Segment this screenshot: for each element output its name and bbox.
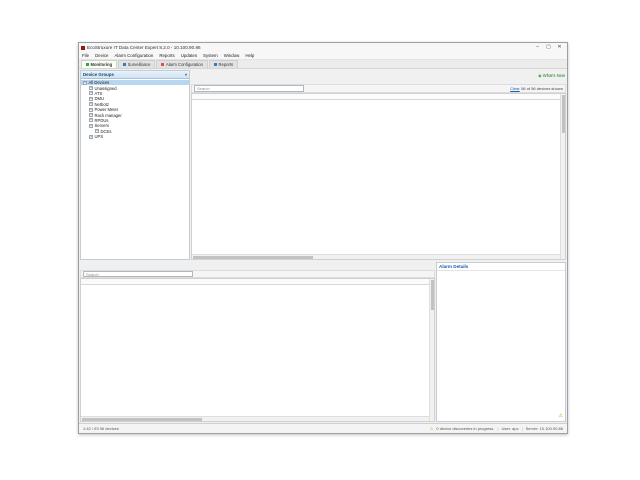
- tree-item-label: All Devices: [88, 80, 110, 86]
- alarm-table-vscrollbar[interactable]: [429, 279, 434, 421]
- tree-item-label: ATS: [94, 90, 103, 96]
- menu-item-updates[interactable]: Updates: [180, 53, 198, 58]
- tree-item-label: Unassigned: [94, 85, 117, 91]
- alarm-configuration-icon: [161, 63, 164, 66]
- alarm-table: [80, 278, 435, 422]
- device-view-panel: [191, 70, 566, 260]
- separator: |: [497, 426, 499, 431]
- perspective-tab-label: Reports: [218, 62, 234, 67]
- chevron-down-icon[interactable]: ▾: [184, 72, 187, 77]
- alarm-details-sections: [437, 271, 565, 421]
- expand-icon[interactable]: +: [90, 86, 93, 91]
- expand-icon[interactable]: +: [84, 80, 87, 85]
- device-table-vscrollbar[interactable]: [560, 94, 565, 259]
- expand-icon[interactable]: +: [90, 96, 93, 101]
- menu-item-window[interactable]: Window: [223, 53, 240, 58]
- perspective-tab-label: Alarm Configuration: [165, 62, 203, 67]
- perspective-tab-monitoring[interactable]: [81, 60, 117, 68]
- expand-icon[interactable]: +: [90, 107, 93, 112]
- status-bar: [79, 423, 567, 433]
- alarm-search-row: [80, 270, 435, 278]
- whats-new-icon: ◉: [538, 73, 542, 78]
- menu-item-device[interactable]: Device: [95, 53, 109, 58]
- expand-icon[interactable]: +: [90, 113, 93, 118]
- title-bar: [79, 43, 567, 52]
- tree-item-label: UPS: [94, 134, 104, 140]
- active-alarms-panel: [80, 262, 435, 422]
- close-button[interactable]: ✕: [557, 44, 562, 50]
- alarm-table-body: [81, 285, 429, 416]
- expand-icon[interactable]: +: [90, 123, 93, 128]
- status-user-text: User: apc: [501, 426, 519, 431]
- status-server-text: Server: 10.100.90.86: [525, 426, 563, 431]
- alarm-table-hscrollbar[interactable]: [81, 416, 429, 421]
- tree-item-label: RPDUs: [94, 117, 109, 123]
- menu-bar: [79, 52, 567, 60]
- menu-item-help[interactable]: Help: [245, 53, 255, 58]
- alarm-search-input[interactable]: [83, 271, 193, 278]
- lower-region: [79, 261, 567, 423]
- alarm-details-header: [437, 263, 565, 271]
- tree-item-label: Rack manager: [94, 112, 122, 118]
- menu-item-alarm-configuration[interactable]: Alarm Configuration: [114, 53, 154, 58]
- perspective-tabs: [79, 60, 567, 69]
- maximize-button[interactable]: ▢: [546, 44, 551, 50]
- device-table-hscrollbar[interactable]: [192, 254, 560, 259]
- alarm-details-title: Alarm Details: [439, 264, 469, 269]
- whats-new-label: What's New: [542, 73, 565, 78]
- tree-item-label: Netbotz: [94, 101, 109, 107]
- tree-item-label: DMU: [94, 96, 105, 102]
- window-title: EcoStruxure IT Data Center Expert 8.2.0 - 10.100.90.86: [87, 45, 201, 50]
- app-window: [78, 42, 568, 434]
- device-count: [510, 86, 563, 91]
- alarm-details-panel: [436, 262, 566, 422]
- device-groups-title: Device Groups: [83, 72, 114, 77]
- status-left-text: 1:42 / 93 96 devices: [83, 426, 119, 431]
- expand-icon[interactable]: +: [90, 134, 93, 139]
- upper-region: [79, 69, 567, 261]
- surveillance-icon: [123, 63, 126, 66]
- device-table-body: [192, 100, 560, 254]
- tree-item-label: Power Meter: [94, 107, 119, 113]
- details-warning-icon: ⚠: [558, 413, 563, 419]
- device-groups-panel: [80, 70, 190, 260]
- expand-icon[interactable]: +: [90, 118, 93, 123]
- tree-item-ups[interactable]: [81, 134, 189, 139]
- perspective-tab-alarm-configuration[interactable]: [156, 60, 208, 68]
- tree-item-label: DCEs: [100, 128, 112, 134]
- device-groups-tree: [81, 79, 189, 259]
- menu-item-reports[interactable]: Reports: [159, 53, 175, 58]
- expand-icon[interactable]: +: [90, 102, 93, 107]
- menu-item-system[interactable]: System: [203, 53, 218, 58]
- perspective-tab-surveillance[interactable]: [118, 60, 155, 68]
- device-search-row: [191, 84, 566, 93]
- device-search-input[interactable]: [194, 85, 304, 92]
- reports-icon: [214, 63, 217, 66]
- monitoring-icon: [86, 63, 89, 66]
- expand-icon[interactable]: +: [96, 129, 99, 134]
- device-table: [191, 93, 566, 260]
- perspective-tab-label: Surveillance: [127, 62, 151, 67]
- perspective-tab-reports[interactable]: [209, 60, 238, 68]
- discovery-status-text: 0 device discoveries in progress.: [436, 426, 495, 431]
- discovery-warning-icon: ⚠: [429, 426, 434, 431]
- separator: |: [521, 426, 523, 431]
- expand-icon[interactable]: +: [90, 91, 93, 96]
- view-tabs: [191, 70, 566, 78]
- alarm-tabs: [80, 262, 435, 270]
- tree-item-label: Servers: [94, 123, 109, 129]
- menu-item-file[interactable]: File: [82, 53, 90, 58]
- perspective-tab-label: Monitoring: [90, 62, 113, 67]
- minimize-button[interactable]: –: [536, 44, 539, 50]
- device-groups-header: [81, 71, 189, 79]
- clear-filter-link[interactable]: Clear: [510, 86, 520, 91]
- device-count-text: 56 of 56 devices shown: [521, 86, 563, 91]
- window-controls: [532, 43, 565, 52]
- app-icon: [81, 46, 85, 50]
